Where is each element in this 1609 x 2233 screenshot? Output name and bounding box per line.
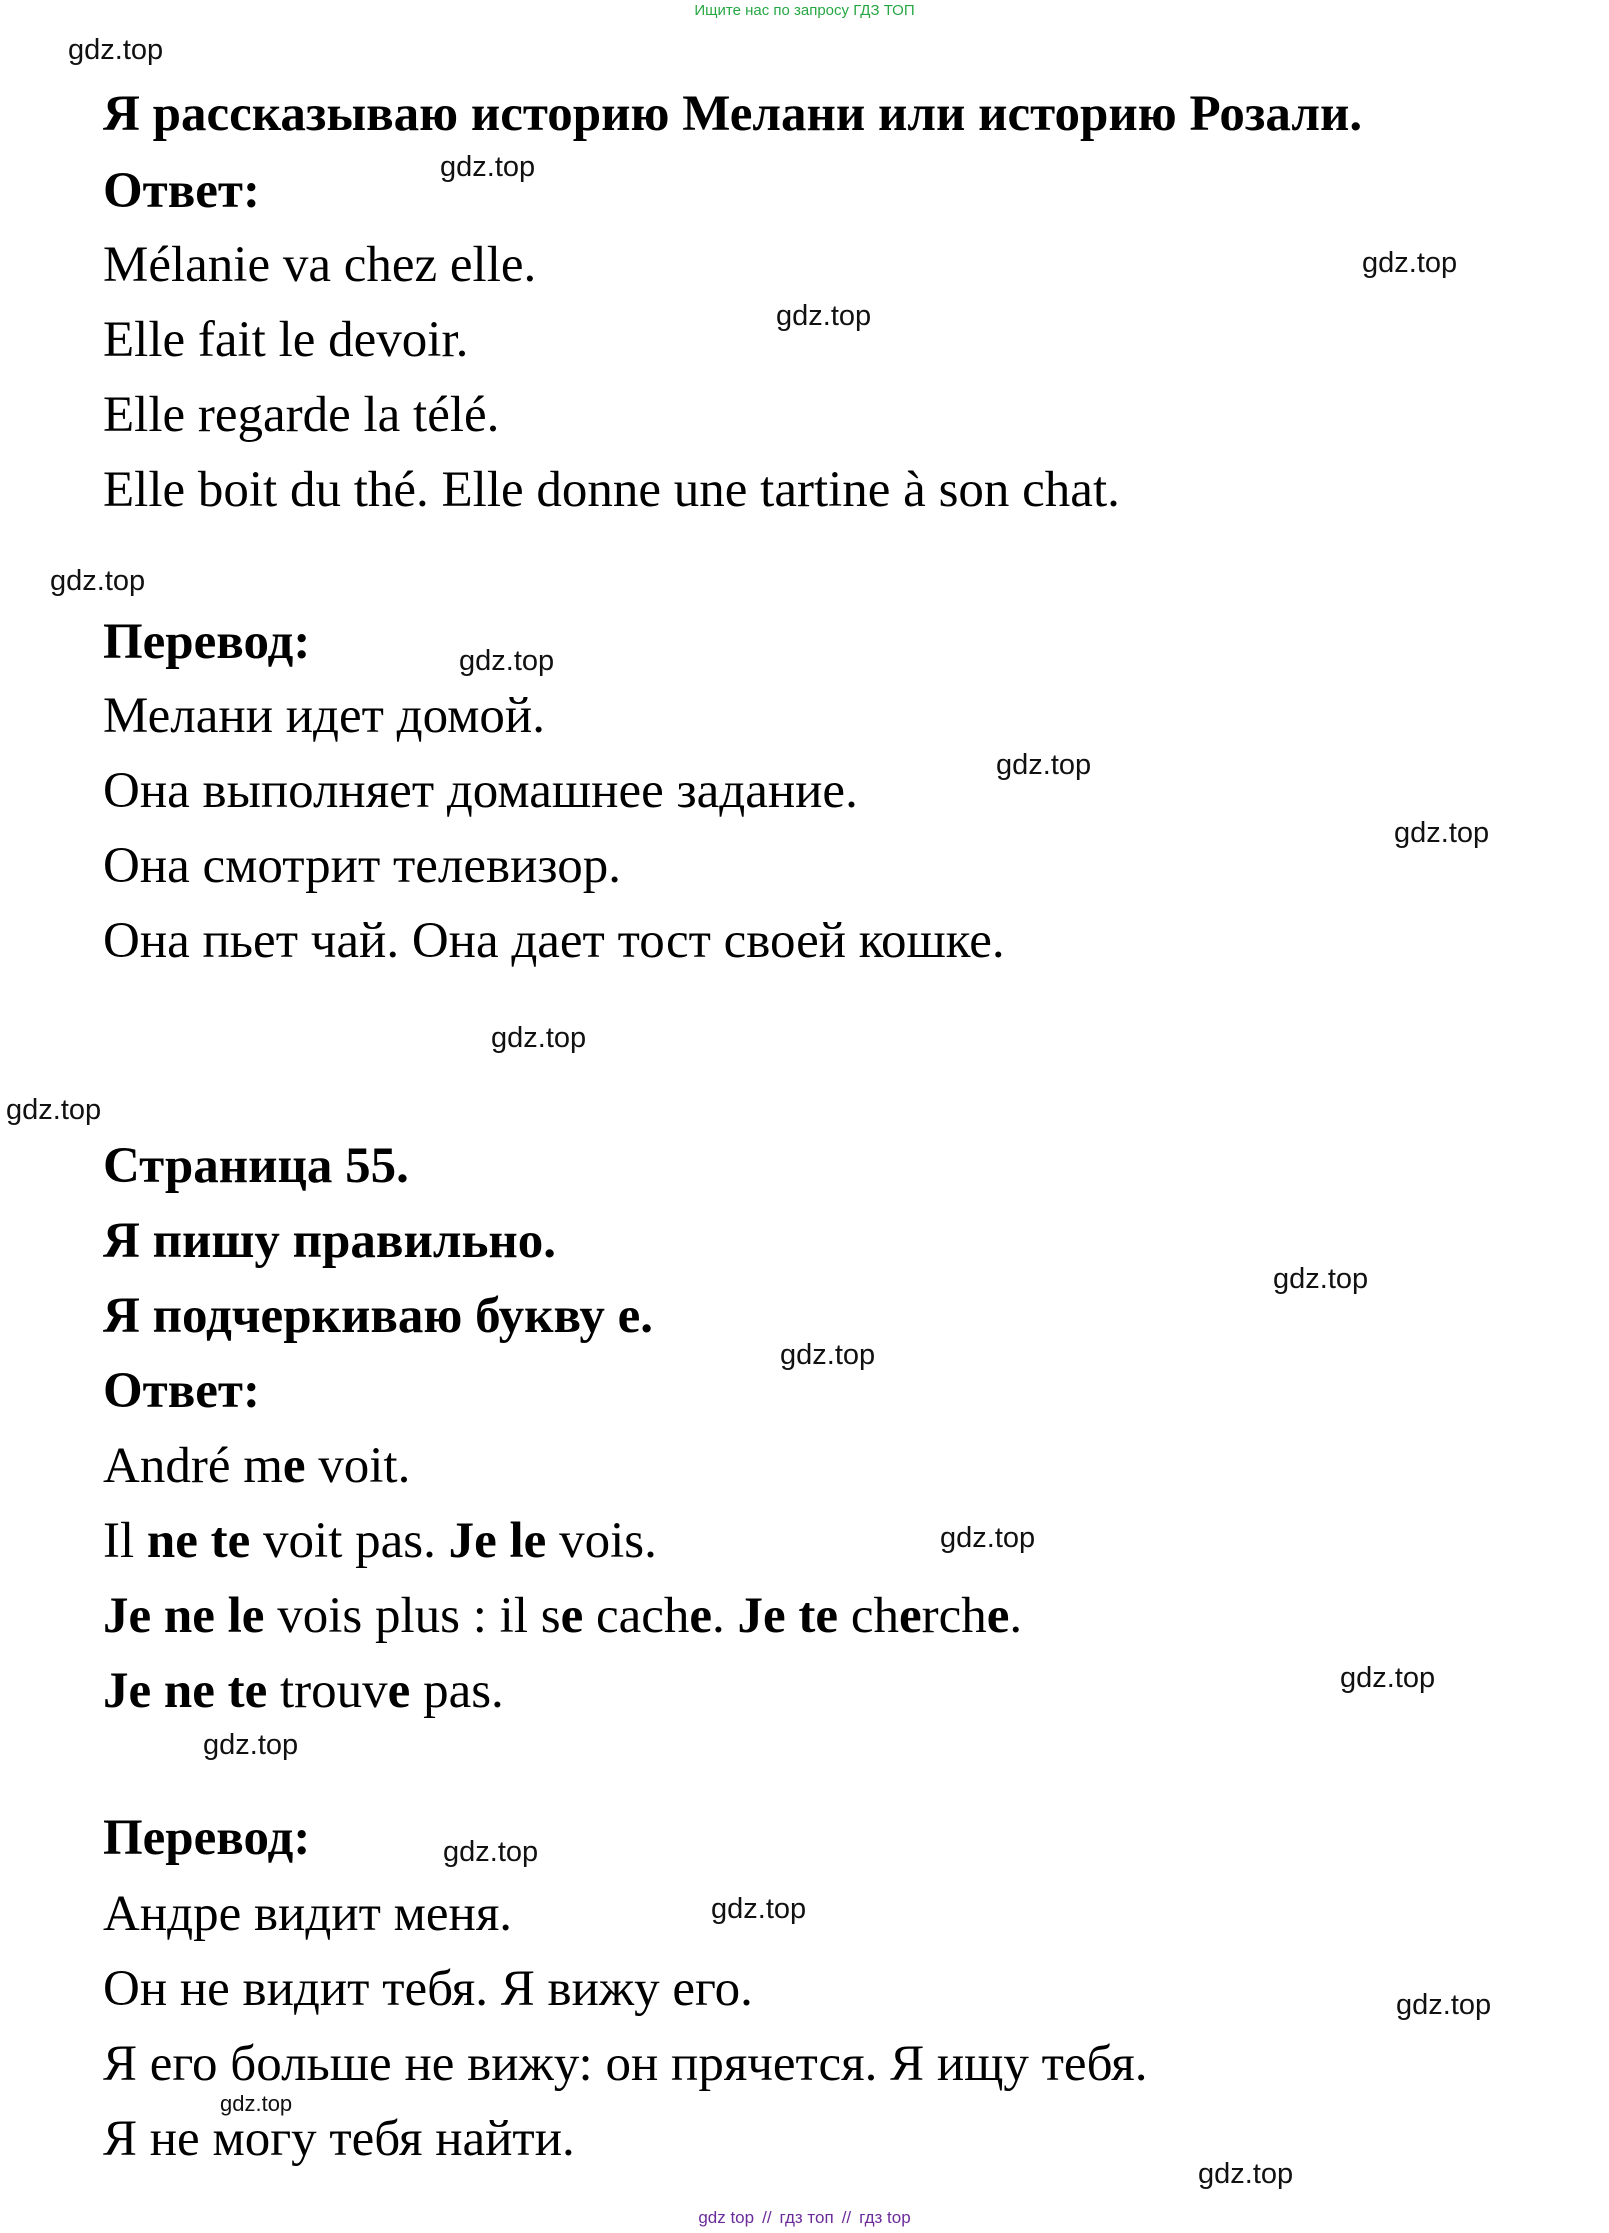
bold-segment: e	[986, 1588, 1010, 1644]
answer-line	[103, 1586, 1022, 1646]
answer-line: Elle boit du thé. Elle donne une tartine à son chat.	[103, 462, 1120, 518]
watermark: gdz.top	[1394, 817, 1490, 849]
watermark: gdz.top	[940, 1522, 1036, 1554]
task-heading: Я пишу правильно.	[103, 1213, 557, 1269]
watermark: gdz.top	[50, 565, 146, 597]
translation-heading: Перевод:	[103, 1810, 311, 1866]
text-segment: pas.	[410, 1663, 504, 1719]
footer-link[interactable]: гдз топ	[779, 2208, 834, 2227]
text-segment: trouv	[267, 1663, 388, 1719]
text-segment: cach	[583, 1588, 690, 1644]
text-segment: voit.	[305, 1438, 411, 1494]
watermark: gdz.top	[1362, 247, 1458, 279]
bold-segment: Je ne le	[103, 1588, 265, 1644]
text-segment: .	[712, 1588, 738, 1644]
translation-line: Она выполняет домашнее задание.	[103, 763, 858, 819]
translation-line: Мелани идет домой.	[103, 688, 545, 744]
text-segment: rch	[921, 1588, 987, 1644]
watermark: gdz.top	[459, 645, 555, 677]
page-heading: Страница 55.	[103, 1138, 409, 1194]
task-heading: Я рассказываю историю Мелани или историю Розали.	[103, 86, 1363, 142]
text-segment: voit pas.	[250, 1513, 449, 1569]
bold-segment: e	[560, 1588, 584, 1644]
watermark: gdz.top	[776, 300, 872, 332]
translation-line: Она смотрит телевизор.	[103, 838, 621, 894]
watermark: gdz.top	[203, 1729, 299, 1761]
bold-segment: Je le	[448, 1513, 547, 1569]
bold-segment: Je te	[737, 1588, 839, 1644]
translation-line: Андре видит меня.	[103, 1886, 513, 1942]
footer-link[interactable]: gdz top	[698, 2208, 755, 2227]
task-heading: Я подчеркиваю букву e.	[103, 1288, 653, 1344]
watermark: gdz.top	[1198, 2158, 1294, 2190]
bold-segment: Je ne te	[103, 1663, 268, 1719]
watermark: gdz.top	[1396, 1989, 1492, 2021]
answer-line	[103, 1436, 410, 1496]
bold-segment: e	[387, 1663, 411, 1719]
answer-heading: Ответ:	[103, 163, 260, 219]
text-segment: ch	[838, 1588, 899, 1644]
text-segment: vois.	[546, 1513, 657, 1569]
translation-line: Она пьет чай. Она дает тост своей кошке.	[103, 913, 1005, 969]
answer-line: Elle fait le devoir.	[103, 312, 469, 368]
footer-link[interactable]: гдз top	[859, 2208, 911, 2227]
footer-links	[0, 2208, 1609, 2228]
top-banner: Ищите нас по запросу ГДЗ ТОП	[694, 2, 915, 19]
bold-segment: e	[689, 1588, 713, 1644]
text-segment: André m	[103, 1438, 283, 1494]
translation-line: Он не видит тебя. Я вижу его.	[103, 1961, 753, 2017]
text-segment: .	[1009, 1588, 1023, 1644]
watermark: gdz.top	[996, 749, 1092, 781]
translation-heading: Перевод:	[103, 614, 311, 670]
text-segment: vois plus : il s	[264, 1588, 561, 1644]
bold-segment: e	[898, 1588, 922, 1644]
text-segment: Il	[103, 1513, 147, 1569]
watermark: gdz.top	[711, 1893, 807, 1925]
answer-heading: Ответ:	[103, 1363, 260, 1419]
translation-line: Я не могу тебя найти.	[103, 2111, 575, 2167]
footer-separator: //	[841, 2208, 852, 2227]
answer-line: Mélanie va chez elle.	[103, 237, 537, 293]
footer-separator: //	[762, 2208, 772, 2227]
translation-line: Я его больше не вижу: он прячется. Я ищу тебя.	[103, 2036, 1148, 2092]
watermark: gdz.top	[780, 1339, 876, 1371]
watermark: gdz.top	[491, 1022, 587, 1054]
answer-line: Elle regarde la télé.	[103, 387, 500, 443]
answer-line	[103, 1511, 657, 1571]
bold-segment: e	[282, 1438, 306, 1494]
watermark: gdz.top	[1340, 1662, 1436, 1694]
bold-segment: ne te	[146, 1513, 251, 1569]
watermark: gdz.top	[220, 2091, 293, 2116]
watermark: gdz.top	[443, 1836, 539, 1868]
watermark: gdz.top	[1273, 1263, 1369, 1295]
watermark: gdz.top	[6, 1094, 102, 1126]
answer-line	[103, 1661, 504, 1721]
watermark: gdz.top	[68, 34, 164, 66]
watermark: gdz.top	[440, 151, 536, 183]
